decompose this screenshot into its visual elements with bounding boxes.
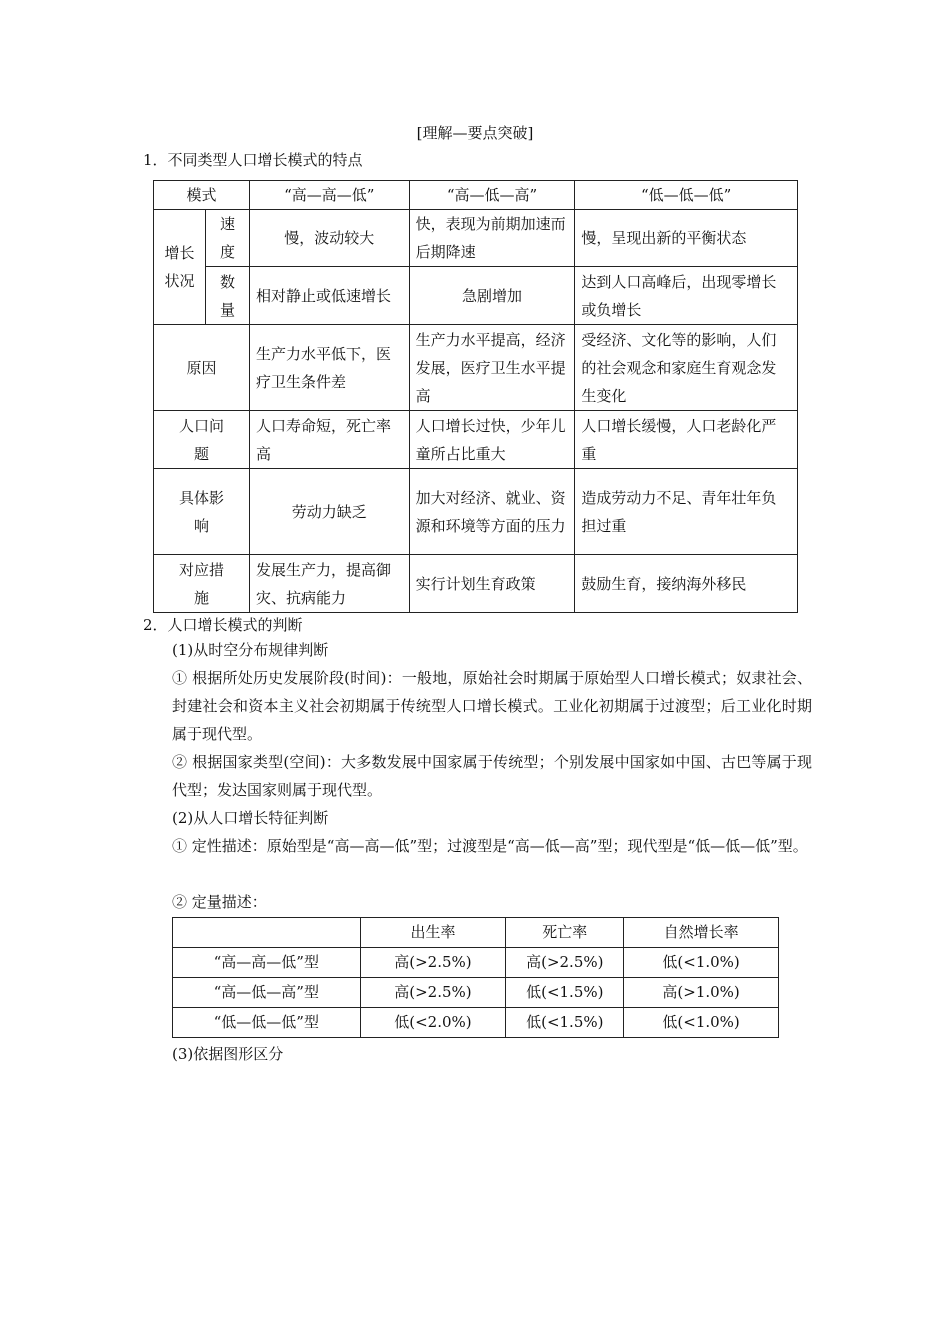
paragraph: (2)从人口增长特征判断 bbox=[172, 809, 329, 827]
row-label: 人口问题 bbox=[154, 411, 250, 469]
paragraph: (3)依据图形区分 bbox=[172, 1045, 284, 1063]
row-group-label: 增长状况 bbox=[154, 210, 206, 325]
paragraph: ② 根据国家类型(空间)：大多数发展中国家属于传统型；个别发展中国家如中国、古巴等属于现代型；发达国家则属于现代型。 bbox=[172, 753, 812, 799]
section-2-title: 2．人口增长模式的判断 bbox=[143, 616, 303, 634]
header-cell: 模式 bbox=[154, 181, 250, 210]
header-cell: “高—高—低” bbox=[249, 181, 409, 210]
table-cell: 劳动力缺乏 bbox=[249, 469, 409, 555]
table-cell: 高(>2.5%) bbox=[506, 948, 624, 978]
rate-table bbox=[172, 917, 779, 1038]
table-cell: “高—高—低”型 bbox=[173, 948, 361, 978]
table-row bbox=[154, 411, 798, 469]
table-row bbox=[154, 555, 798, 613]
table-cell: 相对静止或低速增长 bbox=[249, 267, 409, 325]
table-row bbox=[154, 210, 798, 267]
table-cell: “低—低—低”型 bbox=[173, 1008, 361, 1038]
row-label: 具体影响 bbox=[154, 469, 250, 555]
table-cell: 急剧增加 bbox=[409, 267, 575, 325]
table-cell: 慢，波动较大 bbox=[249, 210, 409, 267]
table-row bbox=[173, 948, 779, 978]
header-cell bbox=[173, 918, 361, 948]
table-row bbox=[173, 978, 779, 1008]
growth-model-table bbox=[153, 180, 798, 613]
header-cell: 出生率 bbox=[360, 918, 506, 948]
table-cell: 生产力水平提高，经济发展，医疗卫生水平提高 bbox=[409, 325, 575, 411]
table-row bbox=[154, 325, 798, 411]
table-cell: 人口增长缓慢，人口老龄化严重 bbox=[575, 411, 798, 469]
table-cell: 低(<1.5%) bbox=[506, 1008, 624, 1038]
table-cell: 达到人口高峰后，出现零增长或负增长 bbox=[575, 267, 798, 325]
table-cell: 鼓励生育，接纳海外移民 bbox=[575, 555, 798, 613]
table-cell: 低(<1.5%) bbox=[506, 978, 624, 1008]
table-row bbox=[173, 1008, 779, 1038]
table-cell: 人口增长过快，少年儿童所占比重大 bbox=[409, 411, 575, 469]
table-cell: 高(>1.0%) bbox=[624, 978, 779, 1008]
table-row bbox=[154, 267, 798, 325]
table-cell: 慢，呈现出新的平衡状态 bbox=[575, 210, 798, 267]
paragraph: ② 定量描述： bbox=[172, 893, 267, 911]
row-label: 数量 bbox=[205, 267, 249, 325]
table-cell: 低(<2.0%) bbox=[360, 1008, 506, 1038]
table-cell: 低(<1.0%) bbox=[624, 948, 779, 978]
table-cell: 高(>2.5%) bbox=[360, 948, 506, 978]
table-header-row bbox=[154, 181, 798, 210]
table-cell: 高(>2.5%) bbox=[360, 978, 506, 1008]
table-cell: 实行计划生育政策 bbox=[409, 555, 575, 613]
table-cell: 受经济、文化等的影响，人们的社会观念和家庭生育观念发生变化 bbox=[575, 325, 798, 411]
header-cell: 死亡率 bbox=[506, 918, 624, 948]
header-cell: “高—低—高” bbox=[409, 181, 575, 210]
table-cell: “高—低—高”型 bbox=[173, 978, 361, 1008]
table-cell: 人口寿命短，死亡率高 bbox=[249, 411, 409, 469]
page-heading: [理解—要点突破] bbox=[416, 124, 534, 142]
table-cell: 快，表现为前期加速而后期降速 bbox=[409, 210, 575, 267]
table-cell: 生产力水平低下，医疗卫生条件差 bbox=[249, 325, 409, 411]
paragraph: ① 根据所处历史发展阶段(时间)：一般地，原始社会时期属于原始型人口增长模式；奴隶社会、封建社会和资本主义社会初期属于传统型人口增长模式。工业化初期属于过渡型；后工业化时期属于现代型。 bbox=[172, 669, 812, 743]
table-cell: 造成劳动力不足、青年壮年负担过重 bbox=[575, 469, 798, 555]
paragraph: (1)从时空分布规律判断 bbox=[172, 641, 329, 659]
table-cell: 加大对经济、就业、资源和环境等方面的压力 bbox=[409, 469, 575, 555]
paragraph: ① 定性描述：原始型是“高—高—低”型；过渡型是“高—低—高”型；现代型是“低—低—低”型。 bbox=[172, 837, 808, 855]
header-cell: “低—低—低” bbox=[575, 181, 798, 210]
table-cell: 低(<1.0%) bbox=[624, 1008, 779, 1038]
row-label: 原因 bbox=[154, 325, 250, 411]
row-label: 速度 bbox=[205, 210, 249, 267]
section-1-title: 1．不同类型人口增长模式的特点 bbox=[143, 151, 363, 169]
row-label: 对应措施 bbox=[154, 555, 250, 613]
table-row bbox=[154, 469, 798, 555]
table-header-row bbox=[173, 918, 779, 948]
table-cell: 发展生产力，提高御灾、抗病能力 bbox=[249, 555, 409, 613]
header-cell: 自然增长率 bbox=[624, 918, 779, 948]
